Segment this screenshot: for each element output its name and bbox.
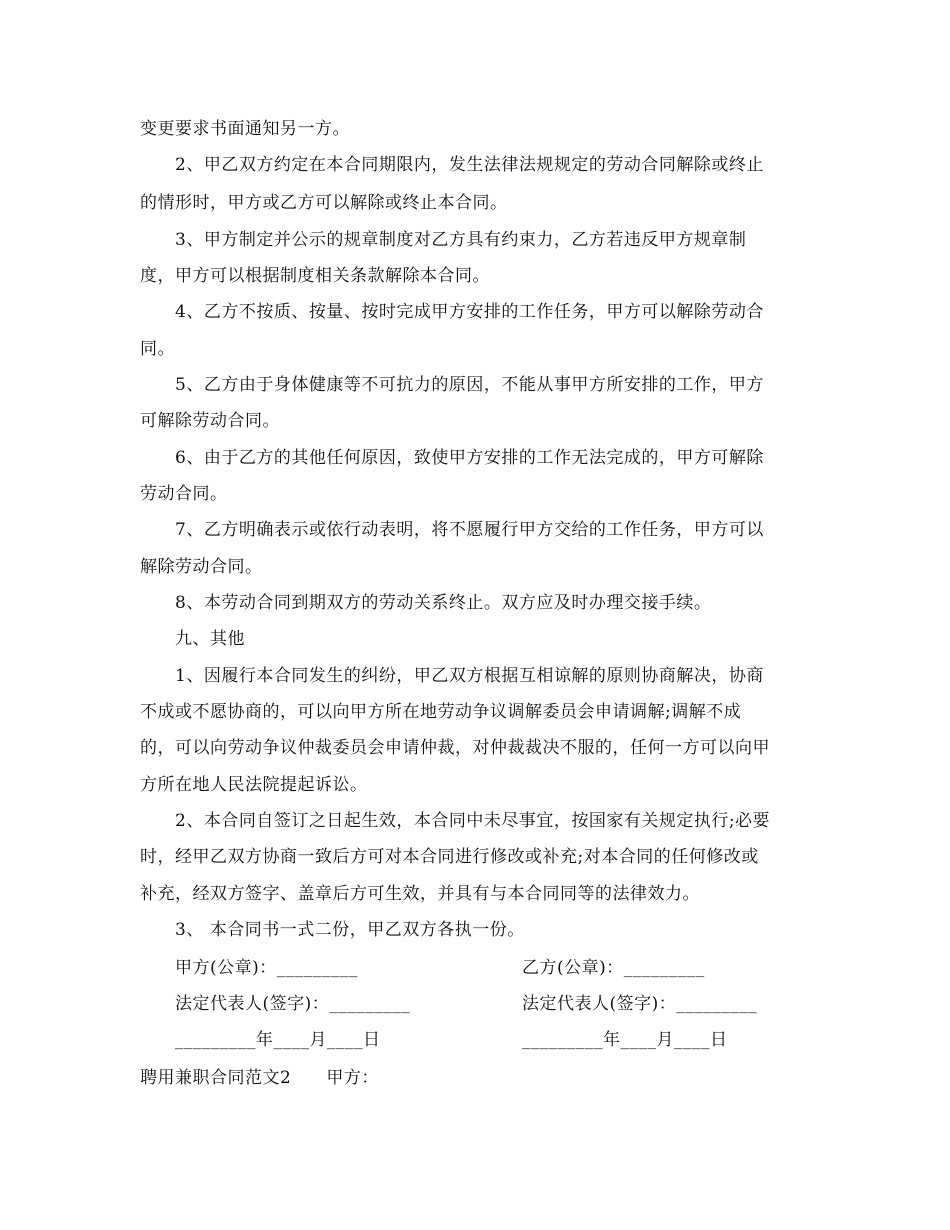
- party-a-date-field: _________年____月____日: [175, 1030, 381, 1050]
- party-a-seal-field: 甲方(公章)：_________: [175, 958, 358, 978]
- party-a-representative-field: 法定代表人(签字)：_________: [175, 994, 411, 1014]
- clause-5-line: 5、乙方由于身体健康等不可抗力的原因，不能从事甲方所安排的工作，甲方: [175, 375, 764, 395]
- clause-7-line: 7、乙方明确表示或依行动表明，将不愿履行甲方交给的工作任务，甲方可以: [175, 520, 764, 540]
- other-clause-3-line: 3、 本合同书一式二份，甲乙双方各执一份。: [175, 920, 525, 940]
- clause-2-line: 2、甲乙双方约定在本合同期限内，发生法律法规规定的劳动合同解除或终止: [175, 155, 764, 175]
- party-b-seal-field: 乙方(公章)：_________: [522, 958, 705, 978]
- other-clause-2-line: 补充，经双方签字、盖章后方可生效，并具有与本合同同等的法律效力。: [140, 884, 700, 904]
- clause-5-line: 可解除劳动合同。: [140, 411, 280, 431]
- clause-4-line: 同。: [140, 339, 175, 359]
- clause-8-line: 8、本劳动合同到期双方的劳动关系终止。双方应及时办理交接手续。: [175, 593, 712, 613]
- clause-3-line: 3、甲方制定并公示的规章制度对乙方具有约束力，乙方若违反甲方规章制: [175, 230, 747, 250]
- other-clause-1-line: 的，可以向劳动争议仲裁委员会申请仲裁，对仲裁裁决不服的，任何一方可以向甲: [140, 738, 770, 758]
- other-clause-2-line: 时，经甲乙双方协商一致后方可对本合同进行修改或补充;对本合同的任何修改或: [140, 847, 759, 867]
- paragraph-line: 变更要求书面通知另一方。: [140, 119, 350, 139]
- next-document-title: 聘用兼职合同范文2 甲方：: [140, 1068, 379, 1088]
- clause-4-line: 4、乙方不按质、按量、按时完成甲方安排的工作任务，甲方可以解除劳动合: [175, 302, 764, 322]
- other-clause-1-line: 方所在地人民法院提起诉讼。: [140, 775, 368, 795]
- clause-2-line: 的情形时，甲方或乙方可以解除或终止本合同。: [140, 193, 508, 213]
- party-b-date-field: _________年____月____日: [522, 1030, 728, 1050]
- clause-6-line: 6、由于乙方的其他任何原因，致使甲方安排的工作无法完成的，甲方可解除: [175, 448, 764, 468]
- clause-6-line: 劳动合同。: [140, 484, 228, 504]
- section-heading: 九、其他: [175, 629, 245, 649]
- party-b-representative-field: 法定代表人(签字)：_________: [522, 994, 758, 1014]
- clause-3-line: 度，甲方可以根据制度相关条款解除本合同。: [140, 266, 490, 286]
- clause-7-line: 解除劳动合同。: [140, 557, 263, 577]
- other-clause-1-line: 不成或不愿协商的，可以向甲方所在地劳动争议调解委员会申请调解;调解不成: [140, 702, 742, 722]
- other-clause-2-line: 2、本合同自签订之日起生效，本合同中未尽事宜，按国家有关规定执行;必要: [175, 811, 771, 831]
- other-clause-1-line: 1、因履行本合同发生的纠纷，甲乙双方根据互相谅解的原则协商解决，协商: [175, 666, 764, 686]
